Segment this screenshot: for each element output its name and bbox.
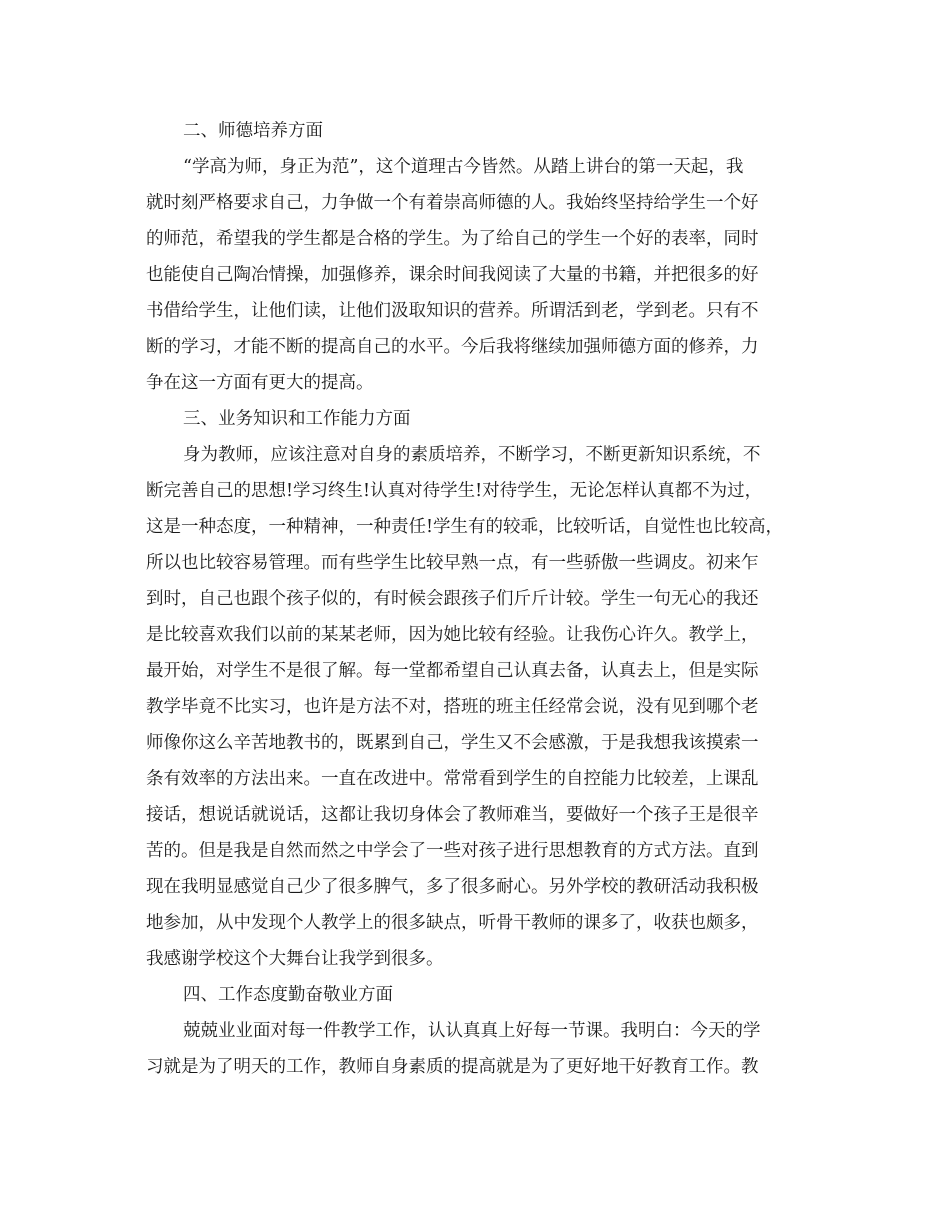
paragraph-line: 就时刻严格要求自己，力争做一个有着崇高师德的人。我始终坚持给学生一个好 [146, 193, 759, 213]
paragraph-line: “学高为师，身正为范”，这个道理古今皆然。从踏上讲台的第一天起，我 [183, 157, 744, 177]
paragraph-line: 断的学习，才能不断的提高自己的水平。今后我将继续加强师德方面的修养，力 [146, 337, 759, 357]
paragraph-line: 我感谢学校这个大舞台让我学到很多。 [146, 949, 444, 969]
paragraph-line: 这是一种态度，一种精神，一种责任!学生有的较乖，比较听话，自觉性也比较高， [146, 517, 784, 537]
paragraph-line: 地参加，从中发现个人教学上的很多缺点，听骨干教师的课多了，收获也颇多， [146, 913, 759, 933]
paragraph-line: 也能使自己陶冶情操，加强修养，课余时间我阅读了大量的书籍，并把很多的好 [146, 265, 759, 285]
paragraph-line: 到时，自己也跟个孩子似的，有时候会跟孩子们斤斤计较。学生一句无心的我还 [146, 589, 759, 609]
section-heading-work-attitude: 四、工作态度勤奋敬业方面 [183, 985, 393, 1005]
section-heading-professional-ability: 三、业务知识和工作能力方面 [183, 409, 411, 429]
paragraph-line: 习就是为了明天的工作，教师自身素质的提高就是为了更好地干好教育工作。教 [146, 1057, 759, 1077]
paragraph-line: 条有效率的方法出来。一直在改进中。常常看到学生的自控能力比较差，上课乱 [146, 769, 759, 789]
paragraph-line: 争在这一方面有更大的提高。 [146, 373, 374, 393]
section-heading-teacher-ethics: 二、师德培养方面 [183, 121, 323, 141]
paragraph-line: 是比较喜欢我们以前的某某老师，因为她比较有经验。让我伤心许久。教学上， [146, 625, 759, 645]
paragraph-line: 的师范，希望我的学生都是合格的学生。为了给自己的学生一个好的表率，同时 [146, 229, 759, 249]
paragraph-line: 身为教师，应该注意对自身的素质培养，不断学习，不断更新知识系统，不 [183, 445, 761, 465]
paragraph-line: 师像你这么辛苦地教书的，既累到自己，学生又不会感激，于是我想我该摸索一 [146, 733, 759, 753]
paragraph-line: 断完善自己的思想!学习终生!认真对待学生!对待学生，无论怎样认真都不为过， [146, 481, 763, 501]
paragraph-line: 教学毕竟不比实习，也许是方法不对，搭班的班主任经常会说，没有见到哪个老 [146, 697, 759, 717]
paragraph-line: 接话，想说话就说话，这都让我切身体会了教师难当，要做好一个孩子王是很辛 [146, 805, 759, 825]
paragraph-line: 所以也比较容易管理。而有些学生比较早熟一点，有一些骄傲一些调皮。初来乍 [146, 553, 759, 573]
paragraph-line: 现在我明显感觉自己少了很多脾气，多了很多耐心。另外学校的教研活动我积极 [146, 877, 759, 897]
paragraph-line: 兢兢业业面对每一件教学工作，认认真真上好每一节课。我明白：今天的学 [183, 1021, 761, 1041]
paragraph-line: 苦的。但是我是自然而然之中学会了一些对孩子进行思想教育的方式方法。直到 [146, 841, 759, 861]
paragraph-line: 书借给学生，让他们读，让他们汲取知识的营养。所谓活到老，学到老。只有不 [146, 301, 759, 321]
paragraph-line: 最开始，对学生不是很了解。每一堂都希望自己认真去备，认真去上，但是实际 [146, 661, 759, 681]
